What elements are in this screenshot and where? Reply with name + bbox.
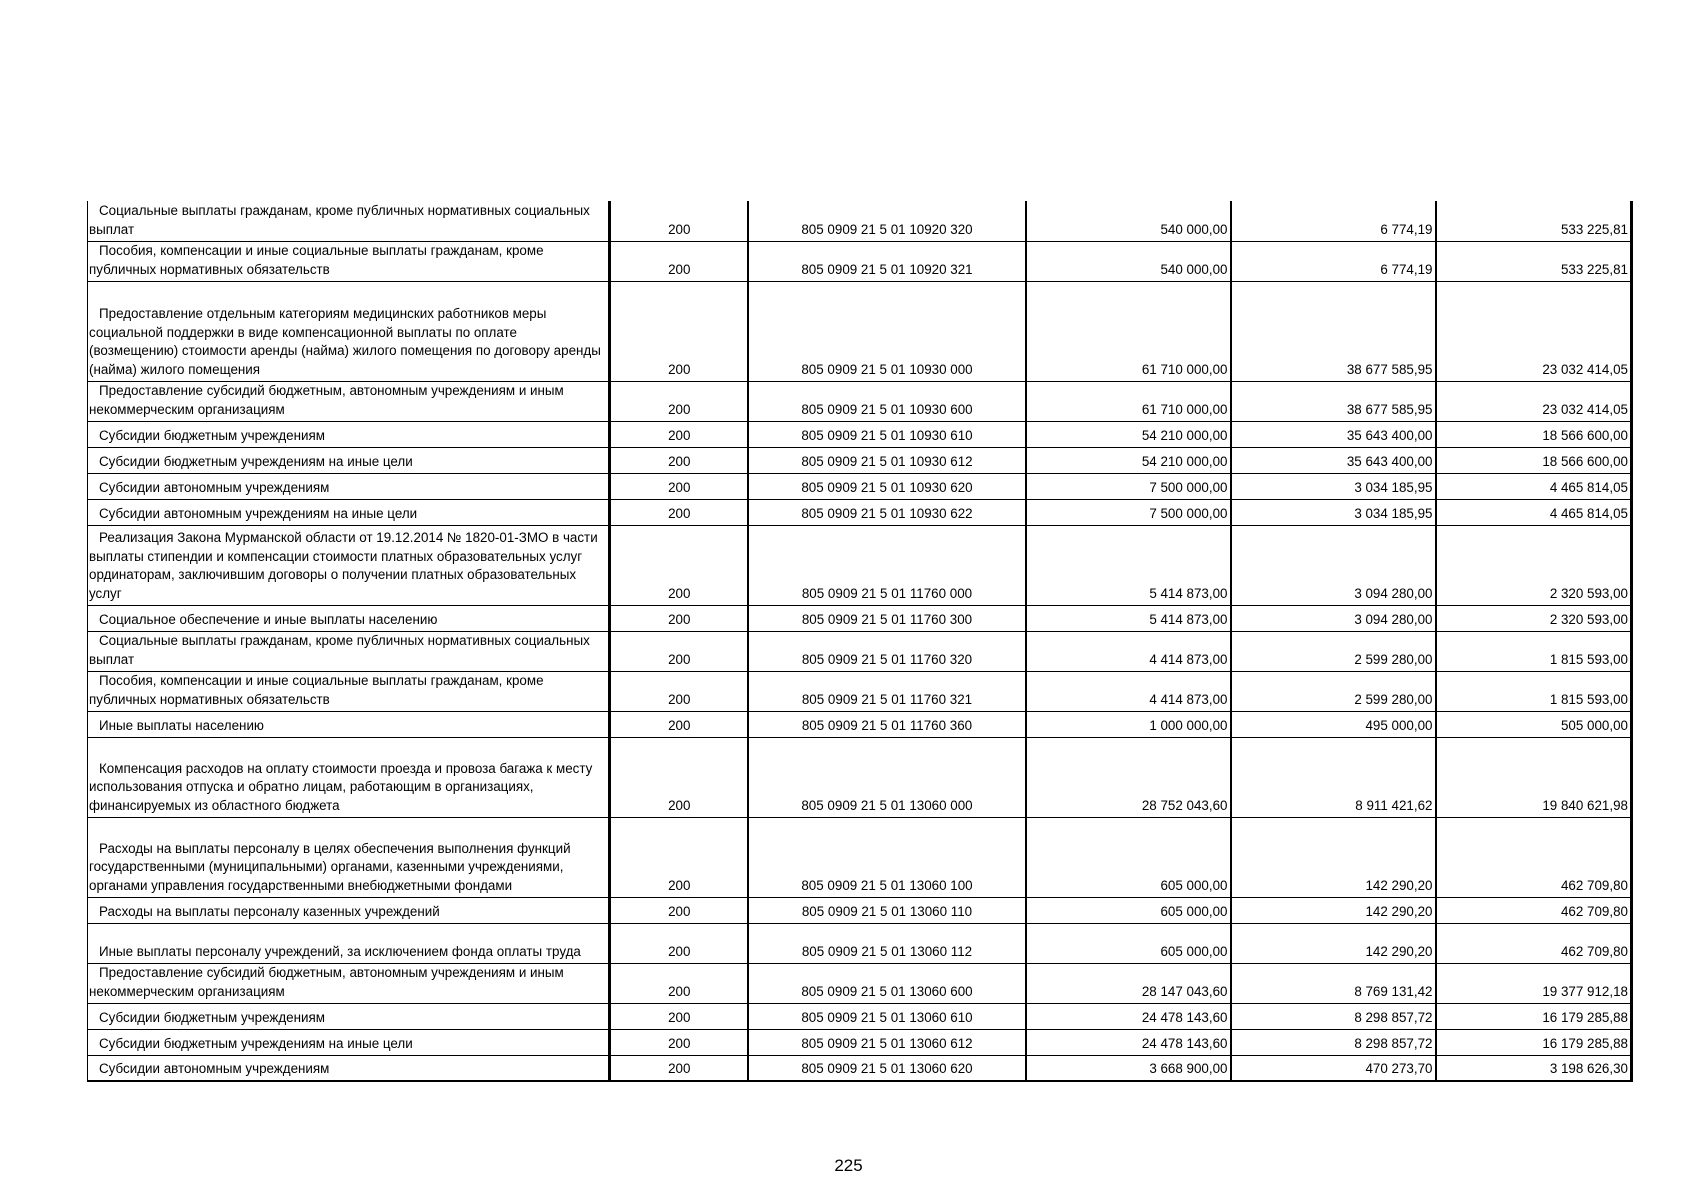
classification-code-cell: 805 0909 21 5 01 10930 620 [748,473,1026,499]
row-name-cell [88,923,610,963]
line-code-cell: 200 [610,897,748,923]
approved-amount-cell: 54 210 000,00 [1026,447,1231,473]
unexecuted-amount-cell: 23 032 414,05 [1436,281,1632,381]
unexecuted-amount-cell: 16 179 285,88 [1436,1029,1632,1055]
row-name-cell [88,817,610,897]
classification-code-cell: 805 0909 21 5 01 13060 000 [748,737,1026,817]
line-code-cell: 200 [610,473,748,499]
row-name-cell [88,421,610,447]
row-name: Предоставление субсидий бюджетным, автономным учреждениям и иным некоммерческим организациям [89,965,564,999]
approved-amount-cell: 1 000 000,00 [1026,711,1231,737]
line-code-cell: 200 [610,737,748,817]
row-name: Субсидии бюджетным учреждениям [99,1009,325,1025]
row-name: Предоставление отдельным категориям медицинских работников меры социальной поддержки в виде компенсационной выплаты по оплате (возмещению) стоимости аренды (найма) жилого помещения по договору аренды (найма) жилого помещения [89,306,601,377]
executed-amount-cell: 35 643 400,00 [1231,421,1436,447]
row-name: Субсидии автономным учреждениям [99,1061,330,1077]
row-name-cell [88,1029,610,1055]
classification-code-cell: 805 0909 21 5 01 10920 321 [748,241,1026,281]
table-row [88,923,1632,963]
line-code-cell: 200 [610,923,748,963]
line-code-cell: 200 [610,201,748,241]
unexecuted-amount-cell: 2 320 593,00 [1436,525,1632,605]
classification-code-cell: 805 0909 21 5 01 13060 110 [748,897,1026,923]
line-code-cell: 200 [610,671,748,711]
approved-amount-cell: 540 000,00 [1026,201,1231,241]
row-name-cell [88,711,610,737]
row-name: Субсидии автономным учреждениям на иные цели [99,505,418,521]
executed-amount-cell: 142 290,20 [1231,923,1436,963]
row-name-cell [88,1055,610,1081]
unexecuted-amount-cell: 533 225,81 [1436,241,1632,281]
classification-code-cell: 805 0909 21 5 01 10930 610 [748,421,1026,447]
row-name-cell [88,201,610,241]
classification-code-cell: 805 0909 21 5 01 13060 112 [748,923,1026,963]
unexecuted-amount-cell: 1 815 593,00 [1436,631,1632,671]
approved-amount-cell: 605 000,00 [1026,817,1231,897]
row-name-cell [88,737,610,817]
row-name: Субсидии бюджетным учреждениям на иные цели [99,1035,413,1051]
line-code-cell: 200 [610,1029,748,1055]
row-name: Субсидии автономным учреждениям [99,479,330,495]
executed-amount-cell: 3 034 185,95 [1231,473,1436,499]
classification-code-cell: 805 0909 21 5 01 13060 100 [748,817,1026,897]
table-row [88,711,1632,737]
row-name-cell [88,499,610,525]
table-row [88,381,1632,421]
approved-amount-cell: 3 668 900,00 [1026,1055,1231,1081]
table-row [88,671,1632,711]
table-row [88,525,1632,605]
unexecuted-amount-cell: 462 709,80 [1436,897,1632,923]
executed-amount-cell: 142 290,20 [1231,817,1436,897]
row-name: Субсидии бюджетным учреждениям [99,427,325,443]
row-name-cell [88,381,610,421]
unexecuted-amount-cell: 2 320 593,00 [1436,605,1632,631]
executed-amount-cell: 6 774,19 [1231,241,1436,281]
approved-amount-cell: 605 000,00 [1026,923,1231,963]
table-row [88,281,1632,381]
executed-amount-cell: 8 911 421,62 [1231,737,1436,817]
row-name: Социальное обеспечение и иные выплаты населению [99,611,438,627]
approved-amount-cell: 540 000,00 [1026,241,1231,281]
row-name: Реализация Закона Мурманской области от 19.12.2014 № 1820-01-ЗМО в части выплаты стипендии и компенсации стоимости платных образовательных услуг ординаторам, заключившим договоры о получении платных образовательных услуг [89,530,598,601]
table-row [88,897,1632,923]
approved-amount-cell: 24 478 143,60 [1026,1029,1231,1055]
unexecuted-amount-cell: 19 377 912,18 [1436,963,1632,1003]
executed-amount-cell: 6 774,19 [1231,201,1436,241]
unexecuted-amount-cell: 3 198 626,30 [1436,1055,1632,1081]
unexecuted-amount-cell: 1 815 593,00 [1436,671,1632,711]
row-name-cell [88,525,610,605]
approved-amount-cell: 24 478 143,60 [1026,1003,1231,1029]
approved-amount-cell: 7 500 000,00 [1026,499,1231,525]
classification-code-cell: 805 0909 21 5 01 13060 612 [748,1029,1026,1055]
line-code-cell: 200 [610,421,748,447]
row-name-cell [88,1003,610,1029]
unexecuted-amount-cell: 18 566 600,00 [1436,447,1632,473]
classification-code-cell: 805 0909 21 5 01 10930 622 [748,499,1026,525]
classification-code-cell: 805 0909 21 5 01 10930 600 [748,381,1026,421]
table-row [88,817,1632,897]
line-code-cell: 200 [610,1055,748,1081]
line-code-cell: 200 [610,963,748,1003]
executed-amount-cell: 3 034 185,95 [1231,499,1436,525]
executed-amount-cell: 2 599 280,00 [1231,631,1436,671]
line-code-cell: 200 [610,447,748,473]
approved-amount-cell: 4 414 873,00 [1026,671,1231,711]
table-row [88,1003,1632,1029]
approved-amount-cell: 61 710 000,00 [1026,381,1231,421]
executed-amount-cell: 38 677 585,95 [1231,381,1436,421]
executed-amount-cell: 35 643 400,00 [1231,447,1436,473]
executed-amount-cell: 38 677 585,95 [1231,281,1436,381]
executed-amount-cell: 470 273,70 [1231,1055,1436,1081]
table-row [88,605,1632,631]
row-name: Компенсация расходов на оплату стоимости проезда и провоза багажа к месту использования отпуска и обратно лицам, работающим в организациях, финансируемых из областного бюджета [89,760,593,813]
unexecuted-amount-cell: 19 840 621,98 [1436,737,1632,817]
unexecuted-amount-cell: 4 465 814,05 [1436,473,1632,499]
table-row [88,201,1632,241]
row-name: Иные выплаты населению [99,717,264,733]
classification-code-cell: 805 0909 21 5 01 11760 000 [748,525,1026,605]
executed-amount-cell: 142 290,20 [1231,897,1436,923]
row-name: Расходы на выплаты персоналу казенных учреждений [99,903,440,919]
unexecuted-amount-cell: 505 000,00 [1436,711,1632,737]
row-name-cell [88,671,610,711]
unexecuted-amount-cell: 462 709,80 [1436,923,1632,963]
line-code-cell: 200 [610,241,748,281]
table-row [88,1055,1632,1081]
line-code-cell: 200 [610,711,748,737]
row-name-cell [88,241,610,281]
unexecuted-amount-cell: 462 709,80 [1436,817,1632,897]
table-row [88,473,1632,499]
table-row [88,1029,1632,1055]
classification-code-cell: 805 0909 21 5 01 13060 610 [748,1003,1026,1029]
row-name-cell [88,605,610,631]
executed-amount-cell: 8 298 857,72 [1231,1003,1436,1029]
table-row [88,499,1632,525]
table-row [88,241,1632,281]
line-code-cell: 200 [610,631,748,671]
unexecuted-amount-cell: 18 566 600,00 [1436,421,1632,447]
line-code-cell: 200 [610,605,748,631]
line-code-cell: 200 [610,1003,748,1029]
executed-amount-cell: 3 094 280,00 [1231,525,1436,605]
classification-code-cell: 805 0909 21 5 01 10920 320 [748,201,1026,241]
classification-code-cell: 805 0909 21 5 01 10930 000 [748,281,1026,381]
approved-amount-cell: 28 147 043,60 [1026,963,1231,1003]
row-name: Иные выплаты персоналу учреждений, за исключением фонда оплаты труда [99,943,581,959]
unexecuted-amount-cell: 23 032 414,05 [1436,381,1632,421]
table-body [88,201,1632,1081]
row-name: Социальные выплаты гражданам, кроме публичных нормативных социальных выплат [89,203,590,237]
approved-amount-cell: 28 752 043,60 [1026,737,1231,817]
row-name-cell [88,473,610,499]
budget-execution-table [87,201,1633,1082]
table-row [88,963,1632,1003]
row-name-cell [88,631,610,671]
classification-code-cell: 805 0909 21 5 01 11760 320 [748,631,1026,671]
classification-code-cell: 805 0909 21 5 01 10930 612 [748,447,1026,473]
approved-amount-cell: 5 414 873,00 [1026,605,1231,631]
executed-amount-cell: 2 599 280,00 [1231,671,1436,711]
row-name: Социальные выплаты гражданам, кроме публичных нормативных социальных выплат [89,633,590,667]
approved-amount-cell: 7 500 000,00 [1026,473,1231,499]
row-name-cell [88,963,610,1003]
row-name: Пособия, компенсации и иные социальные выплаты гражданам, кроме публичных нормативных обязательств [89,243,544,277]
row-name: Субсидии бюджетным учреждениям на иные цели [99,453,413,469]
row-name-cell [88,447,610,473]
line-code-cell: 200 [610,817,748,897]
table-row [88,421,1632,447]
approved-amount-cell: 605 000,00 [1026,897,1231,923]
unexecuted-amount-cell: 4 465 814,05 [1436,499,1632,525]
table-row [88,447,1632,473]
classification-code-cell: 805 0909 21 5 01 13060 600 [748,963,1026,1003]
approved-amount-cell: 4 414 873,00 [1026,631,1231,671]
table-row [88,737,1632,817]
line-code-cell: 200 [610,525,748,605]
row-name-cell [88,897,610,923]
page-number: 225 [834,1156,863,1175]
executed-amount-cell: 495 000,00 [1231,711,1436,737]
approved-amount-cell: 5 414 873,00 [1026,525,1231,605]
unexecuted-amount-cell: 533 225,81 [1436,201,1632,241]
executed-amount-cell: 8 769 131,42 [1231,963,1436,1003]
approved-amount-cell: 54 210 000,00 [1026,421,1231,447]
row-name: Пособия, компенсации и иные социальные выплаты гражданам, кроме публичных нормативных обязательств [89,673,544,707]
row-name: Расходы на выплаты персоналу в целях обеспечения выполнения функций государственными (муниципальными) органами, казенными учреждениями, органами управления государственными внебюджетными фондами [89,840,571,893]
classification-code-cell: 805 0909 21 5 01 11760 321 [748,671,1026,711]
classification-code-cell: 805 0909 21 5 01 13060 620 [748,1055,1026,1081]
executed-amount-cell: 3 094 280,00 [1231,605,1436,631]
unexecuted-amount-cell: 16 179 285,88 [1436,1003,1632,1029]
table-row [88,631,1632,671]
approved-amount-cell: 61 710 000,00 [1026,281,1231,381]
classification-code-cell: 805 0909 21 5 01 11760 300 [748,605,1026,631]
row-name: Предоставление субсидий бюджетным, автономным учреждениям и иным некоммерческим организациям [89,383,564,417]
executed-amount-cell: 8 298 857,72 [1231,1029,1436,1055]
line-code-cell: 200 [610,281,748,381]
line-code-cell: 200 [610,499,748,525]
classification-code-cell: 805 0909 21 5 01 11760 360 [748,711,1026,737]
row-name-cell [88,281,610,381]
line-code-cell: 200 [610,381,748,421]
